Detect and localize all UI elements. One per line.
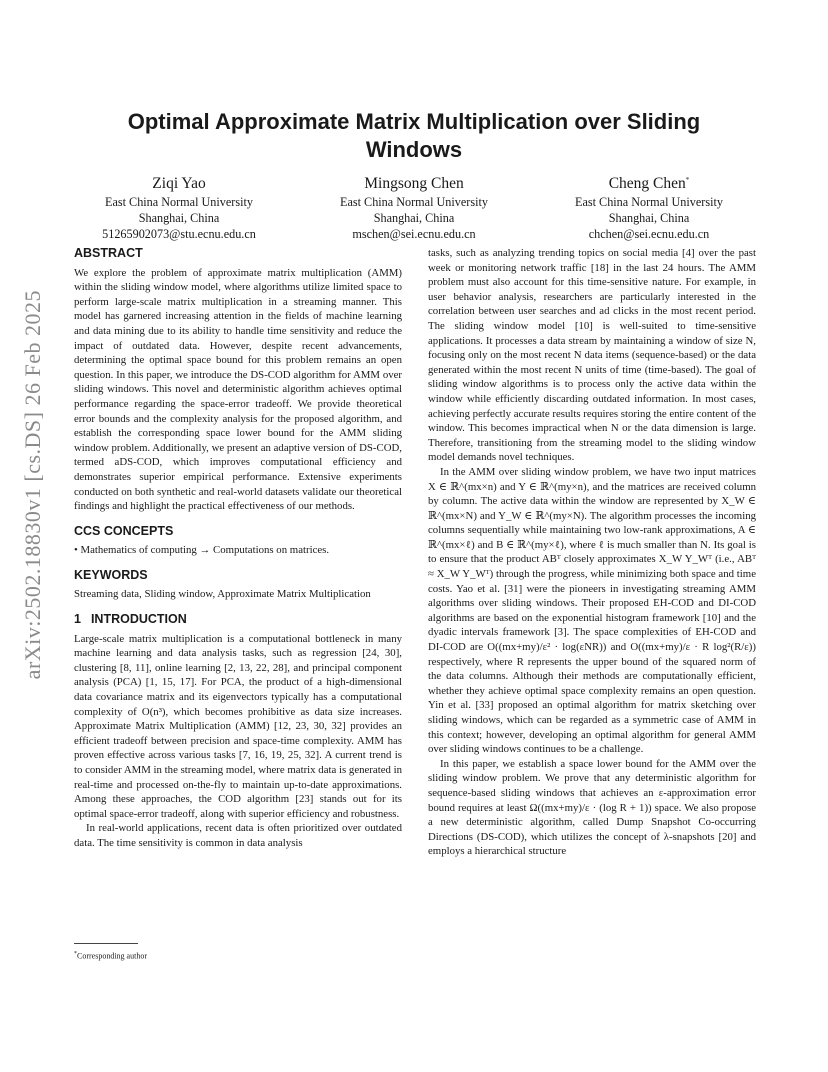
author-3 <box>544 170 754 242</box>
ccs-concepts: • Mathematics of computing → Computations on matrices. <box>74 544 330 557</box>
footnote-text: Corresponding author <box>77 951 147 961</box>
abstract-heading: ABSTRACT <box>74 246 143 260</box>
footnote-mark: * <box>74 951 77 957</box>
abstract-text: We explore the problem of approximate matrix multiplication (AMM) within the sliding window model, where algorithms utilize limited space to perform large-scale matrix multiplication in a streaming manner. This model has garnered increasing attention in the fields of machine learning and data mining due to its ability to handle time sensitivity and reduce the impact of outdated data. However, despite recent advancements, determining the optimal space bound for this problem remains an open question. In this paper, we introduce the DS-COD algorithm for AMM over sliding windows. This novel and deterministic algorithm achieves optimal performance regarding the space-error tradeoff. We provide theoretical error bounds and the complexity analysis for the proposed algorithm, and establish the corresponding space lower bound for the AMM sliding window problem. Additionally, we present an adaptive version of DS-COD, termed aDS-COD, which improves computational efficiency and demonstrates superior empirical performance. Extensive experiments conducted on both synthetic and real-world datasets validate our theoretical findings and highlight the practical effectiveness of our methods. <box>74 266 402 513</box>
author-location: Shanghai, China <box>608 211 690 226</box>
body-paragraph-1: tasks, such as analyzing trending topics on social media [4] over the past week or monitoring network traffic [18] in the last 24 hours. The AMM problem must also account for this time-sensitive nature. For example, in user behavior analysis, researchers are particularly interested in the correlation between user searches and ad clicks in the most recent period. The sliding window model [10] is well-suited to time-sensitive applications. It processes a data stream by maintaining a window of size N, focusing only on the most recent N data items (sequence-based) or the data generated within the most recent N units of time (time-based). The goal of sliding window algorithms is to process only the active data within the window while efficiently discarding outdated information. In most cases, achieving perfectly accurate results requires storing the entire content of the window. This becomes impractical when N or the data dimension is large. Therefore, transitioning from the streaming model to the sliding window model demands novel techniques. <box>428 247 756 464</box>
side-identifier: arXiv:2502.18830v1 [cs.DS] 26 Feb 2025 <box>20 290 45 680</box>
left-column <box>74 246 402 851</box>
section-title: INTRODUCTION <box>90 612 187 627</box>
intro-paragraph-2: In real-world applications, recent data is often prioritized over outdated data. The time sensitivity is common in data analysis <box>74 822 402 849</box>
author-name: Mingsong Chen <box>364 175 464 193</box>
author-affiliation: East China Normal University <box>575 195 723 210</box>
author-name: Ziqi Yao <box>152 175 206 193</box>
author-email: chchen@sei.ecnu.edu.cn <box>588 227 710 242</box>
author-email: 51265902073@stu.ecnu.edu.cn <box>102 227 256 242</box>
right-column <box>428 246 756 859</box>
body-paragraph-2: In the AMM over sliding window problem, we have two input matrices X ∈ ℝ^(mx×n) and Y ∈ ℝ^(my×n), and the matrices are received column by column. The active data within the window are represented by X_W ∈ ℝ^(mx×N) and Y_W ∈ ℝ^(my×N). The algorithm processes the incoming columns sequentially while maintaining two low-rank approximations, A ∈ ℝ^(mx×ℓ) and B ∈ ℝ^(my×ℓ), where ℓ is much smaller than N. Its goal is to ensure that the product ABᵀ closely approximates X_W Y_Wᵀ (i.e., ABᵀ ≈ X_W Y_Wᵀ) through the progress, while minimizing both space and time costs. Yao et al. [31] were the pioneers in investigating streaming AMM algorithms over sliding windows. Their proposed EH-COD and DI-COD algorithms are based on the exponential histogram framework [10] and the dyadic intervals framework [3]. The space complexities of EH-COD and DI-COD are O((mx+my)/ε² · log(εNR)) and O((mx+my)/ε · R log²(R/ε)) respectively, where R represents the upper bound of the squared norm of the data columns. Although their methods are computationally efficient, whether they achieve optimal space complexity remains an open question. Yin et al. [33] proposed an optimal algorithm for matrix sketching over sliding windows, which can be regarded as a symmetric case of AMM in this context; however, developing an optimal algorithm for general AMM over sliding windows continues to be a challenge. <box>428 465 756 756</box>
author-name: Cheng Chen* <box>608 175 690 193</box>
body-paragraph-3: In this paper, we establish a space lower bound for the AMM over the sliding window problem. We prove that any deterministic algorithm for sequence-based sliding windows that achieves an ε-approximation error bound requires at least Ω((mx+my)/ε · (log R + 1)) space. We also propose a new deterministic algorithm, called Dump Snapshot Co-occurring Directions (DS-COD), which utilizes the concept of λ-snapshots [20] and employs a hierarchical structure <box>428 757 756 858</box>
author-email: mschen@sei.ecnu.edu.cn <box>352 227 476 242</box>
author-location: Shanghai, China <box>138 211 220 226</box>
author-affiliation: East China Normal University <box>340 195 488 210</box>
author-affiliation: East China Normal University <box>105 195 253 210</box>
author-2 <box>309 170 519 242</box>
section-number: 1 <box>74 612 81 627</box>
intro-paragraph-1: Large-scale matrix multiplication is a computational bottleneck in many machine learning and data analysis tasks, such as regression [24, 30], clustering [8, 11], online learning [2, 13, 22, 28], and principal component analysis (PCA) [1, 15, 17]. For PCA, the product of a high-dimensional data covariance matrix and its eigenvectors typically has a computational complexity of O(n³), which becomes prohibitive as data size increases. Approximate Matrix Multiplication (AMM) [12, 23, 30, 32] provides an efficient tradeoff between precision and space-time complexity. AMM has proven effective across various tasks [7, 16, 19, 25, 32]. A current trend is to consider AMM in the streaming model, where matrix data is generated in real-time and processed on-the-fly to maintain up-to-date approximations. Among these approaches, the COD algorithm [23] stands out for its optimal space-error tradeoff, along with superior efficiency and robustness. <box>74 632 402 820</box>
footnote <box>74 949 147 962</box>
introduction-heading <box>74 612 402 627</box>
author-1 <box>74 170 284 242</box>
paper-title: Optimal Approximate Matrix Multiplication over Sliding Windows <box>127 109 701 162</box>
ccs-heading: CCS CONCEPTS <box>74 523 174 538</box>
keywords-heading: KEYWORDS <box>74 567 148 582</box>
footnote-rule <box>74 943 138 944</box>
author-block <box>74 170 754 240</box>
keywords-text: Streaming data, Sliding window, Approximate Matrix Multiplication <box>74 588 371 601</box>
author-location: Shanghai, China <box>373 211 455 226</box>
